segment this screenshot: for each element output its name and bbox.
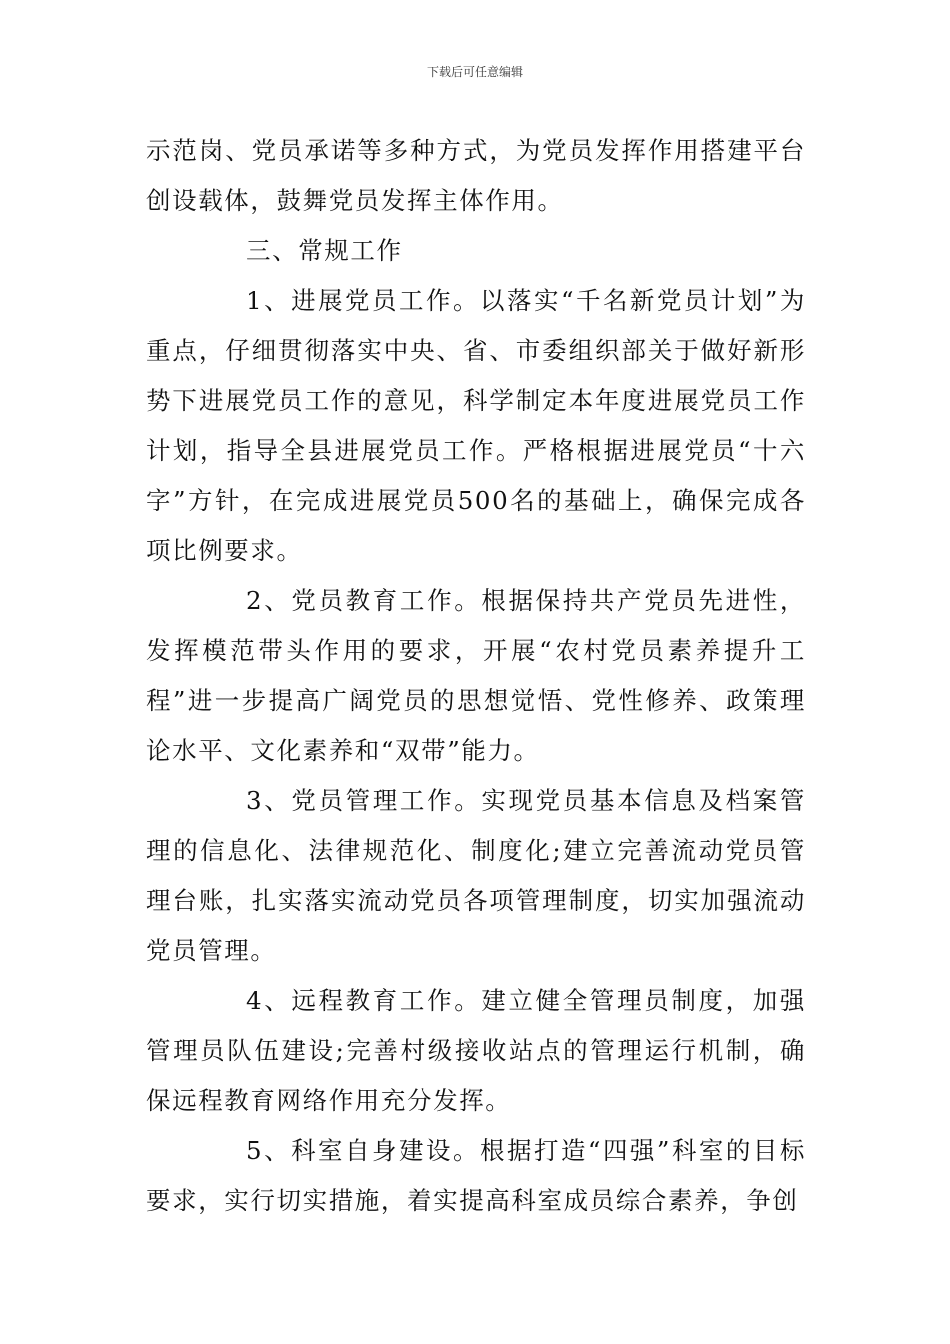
paragraph-remote-education: 4、远程教育工作。建立健全管理员制度，加强管理员队伍建设;完善村级接收站点的管理运行机制，确保远程教育网络作用充分发挥。 xyxy=(146,986,806,1115)
paragraph-party-member-management: 3、党员管理工作。实现党员基本信息及档案管理的信息化、法律规范化、制度化;建立完善流动党员管理台账，扎实落实流动党员各项管理制度，切实加强流动党员管理。 xyxy=(146,786,806,965)
paragraph-party-member-development: 1、进展党员工作。以落实“千名新党员计划”为重点，仔细贯彻落实中央、省、市委组织部关于做好新形势下进展党员工作的意见，科学制定本年度进展党员工作计划，指导全县进展党员工作。严格根据进展党员“十六字”方针，在完成进展党员500名的基础上，确保完成各项比例要求。 xyxy=(146,286,806,565)
section-heading-routine-work: 三、常规工作 xyxy=(246,236,403,265)
paragraph-party-member-education: 2、党员教育工作。根据保持共产党员先进性，发挥模范带头作用的要求，开展“农村党员素养提升工程”进一步提高广阔党员的思想觉悟、党性修养、政策理论水平、文化素养和“双带”能力。 xyxy=(146,586,806,765)
paragraph-continuation: 示范岗、党员承诺等多种方式，为党员发挥作用搭建平台创设载体，鼓舞党员发挥主体作用。 xyxy=(146,136,806,215)
document-body xyxy=(146,126,806,1226)
paragraph-office-self-building: 5、科室自身建设。根据打造“四强”科室的目标要求，实行切实措施，着实提高科室成员综合素养，争创 xyxy=(146,1136,806,1215)
page-header: 下载后可任意编辑 xyxy=(426,65,523,79)
